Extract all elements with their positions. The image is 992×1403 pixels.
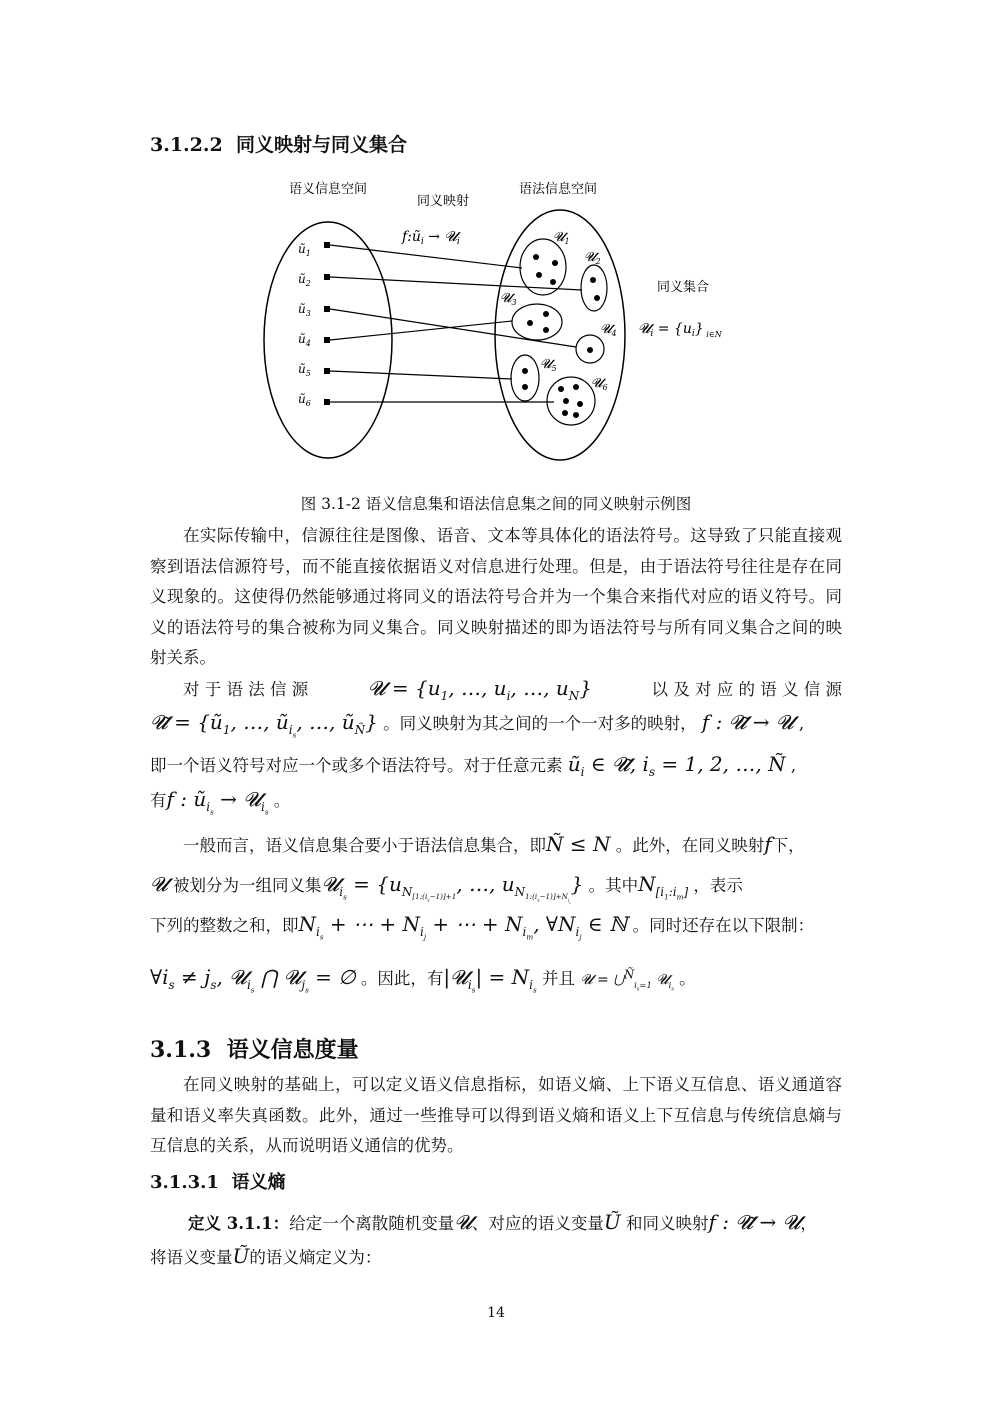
text-span: 的语义熵定义为：: [249, 1248, 382, 1267]
math-mapping: f : 𝓤̃ → 𝓤: [701, 710, 794, 734]
math-element: $ũ_i$ ∈ 𝓤̃, $i_s = 1$, 2, …, Ñ: [567, 752, 786, 779]
mapping-lines: [330, 245, 582, 402]
math-U-tilde: Ũ: [232, 1244, 250, 1268]
text-span: ，: [800, 1214, 817, 1233]
math-N-range: $N_{[i_1:i_m]}$: [638, 872, 689, 902]
math-U: 𝓤: [454, 1210, 472, 1234]
symbol-marker: [324, 337, 330, 343]
symbol-marker: [324, 368, 330, 374]
semantic-symbols: [298, 242, 330, 408]
math-syntactic-source: 𝓤 = {$u_1$, …, $u_i$, …, $u_N$}: [367, 676, 592, 703]
synonym-set-U5: [511, 355, 539, 401]
left-space-title: 语义信息空间: [288, 182, 368, 197]
synonym-set-U2: [581, 265, 607, 311]
paragraph-2-line-1: [150, 676, 842, 703]
mapping-formula: $f:ũ_i$ → 𝓤$_i$: [402, 229, 460, 247]
mapping-line-2: [330, 277, 582, 290]
math-disjoint: $\forall i_s \ne j_s$, 𝓤$_{i_s}$ ⋂ 𝓤$_{j_s}$ = ∅: [150, 965, 356, 995]
math-semantic-source: 𝓤̃ = {$ũ_1$, …, $ũ_{i_s}$, …, $ũ_Ñ$}: [150, 710, 378, 740]
paragraph-1: 在实际传输中，信源往往是图像、语音、文本等具体化的语法符号。这导致了只能直接观察到语法信源符号，而不能直接依据语义对信息进行处理。但是，由于语法符号往往是存在同义现象的。这使得仍然能够通过将同义的语法符号合并为一个集合来指代对应的语义符号。同义的语法符号的集合被称为同义集合。同义映射描述的即为语法符号与所有同义集合之间的映射关系。: [150, 526, 842, 667]
set-label-U6: 𝓤$_6$: [591, 376, 608, 392]
synonym-set-U3: [512, 304, 562, 340]
synonym-set-U6: [547, 377, 595, 425]
section-heading-3-1-3-1: [150, 1168, 285, 1194]
semantic-symbol-u3: $ũ_3$: [298, 302, 311, 318]
text-span: 被划分为一组同义集: [172, 876, 322, 895]
section-number: 3.1.3.1: [150, 1172, 219, 1193]
section-number: 3.1.3: [150, 1037, 212, 1063]
math-cardinality: |𝓤$_{i_s}$| = $N_{i_s}$: [443, 965, 537, 995]
section-heading-3-1-3: [150, 1033, 359, 1064]
set-label-U2: 𝓤$_2$: [584, 250, 601, 266]
semantic-symbol-u2: $ũ_2$: [298, 272, 311, 288]
definition-line-2: [150, 1244, 842, 1268]
text-span: 。同义映射为其之间的一个一对多的映射，: [383, 714, 697, 733]
section-number: 3.1.2.2: [150, 134, 223, 156]
paragraph-2-line-4: [150, 787, 842, 816]
semantic-symbol-u5: $ũ_5$: [298, 362, 311, 378]
synonym-set-label: 同义集合: [657, 280, 710, 295]
math-U-tilde: Ũ: [603, 1210, 621, 1234]
symbol-marker: [324, 399, 330, 405]
math-U: 𝓤: [150, 872, 168, 896]
paragraph-3-line-3: [150, 912, 842, 941]
math-sum: $N_{i_s}$ + ⋯ + $N_{i_j}$ + ⋯ + $N_{i_m}$, $\forall N_{i_j}$ ∈ ℕ: [298, 912, 628, 942]
text-span: 一般而言，语义信息集合要小于语法信息集合，即: [183, 836, 546, 855]
text-span: 给定一个离散随机变量: [289, 1214, 455, 1233]
text-span: 。此外，在同义映射: [615, 836, 765, 855]
page-number: 14: [487, 1305, 505, 1321]
math-map-element: f : $ũ_{i_s}$ → 𝓤$_{i_s}$: [166, 787, 269, 817]
mapping-line-1: [330, 245, 522, 268]
paragraph-3-line-1: [150, 832, 842, 856]
definition-label: 定义 3.1.1：: [188, 1214, 290, 1233]
right-space-title: 语法信息空间: [518, 182, 598, 197]
synonym-mapping-figure: [260, 175, 760, 465]
math-union: 𝓤 = ⋃$^Ñ_{i_s=1}$ 𝓤$_{i_s}$: [580, 967, 674, 993]
paragraph-3-line-2: [150, 872, 842, 905]
paragraph-2-line-2: 𝓤̃ = {$ũ_1$, …, $ũ_{i_s}$, …, $ũ_Ñ$} 。同义映射为其之间的一个一对多的映射， f : 𝓤̃ → 𝓤 ,: [150, 710, 805, 740]
text-span: 有: [150, 791, 167, 810]
section-title: 同义映射与同义集合: [235, 134, 407, 156]
text-span: 。: [273, 791, 291, 810]
section-title: 语义信息度量: [226, 1037, 359, 1063]
text-span: 。: [679, 969, 696, 988]
text-span: 。同时还存在以下限制：: [632, 916, 815, 935]
symbol-marker: [324, 274, 330, 280]
synonym-set-U1: [520, 239, 566, 295]
semantic-symbol-u1: $ũ_1$: [298, 242, 311, 258]
set-label-U4: 𝓤$_4$: [600, 322, 617, 338]
text-span: 和同义映射: [626, 1214, 709, 1233]
mapping-line-3: [330, 309, 576, 347]
mapping-line-4: [330, 321, 512, 340]
math-size-relation: Ñ ≤ N: [546, 832, 611, 856]
set-label-U5: 𝓤$_5$: [540, 357, 557, 373]
symbol-marker: [324, 242, 330, 248]
mapping-line-5: [330, 371, 512, 379]
mapping-title: 同义映射: [416, 194, 470, 209]
set-label-U3: 𝓤$_3$: [500, 291, 517, 307]
text-span: 将语义变量: [150, 1248, 233, 1267]
paragraph-3-line-4: [150, 965, 842, 994]
text-span: 并且: [541, 969, 575, 988]
text-span: 。因此，有: [360, 969, 444, 988]
synonym-sets: [500, 230, 617, 425]
paragraph-2-line-3: 即一个语义符号对应一个或多个语法符号。对于任意元素 $ũ_i$ ∈ 𝓤̃, $i_s = 1$, 2, …, Ñ ,: [150, 752, 797, 779]
text-span: 以 及 对 应 的 语 义 信 源: [651, 680, 842, 699]
math-f: f: [764, 832, 772, 856]
figure-caption: 图 3.1-2 语义信息集和语法信息集之间的同义映射示例图: [300, 495, 692, 513]
text-span: 下列的整数之和，即: [150, 916, 299, 935]
text-span: 下，: [771, 836, 805, 855]
text-span: 。其中: [588, 876, 639, 895]
paragraph-4: 在同义映射的基础上，可以定义语义信息指标，如语义熵、上下语义互信息、语义通道容量和语义率失真函数。此外，通过一些推导可以得到语义熵和语义上下互信息与传统信息熵与互信息的关系，从而说明语义通信的优势。: [150, 1075, 842, 1155]
text-span: 对 于 语 法 信 源: [183, 680, 309, 699]
math-synonym-set: 𝓤$_{i_s}$ = {$u_{N_{[1:(i_s-1)]+1}}$, …, $u_{N_{1:(i_s-1)]+N_{i_s}}}$}: [321, 872, 584, 905]
semantic-symbol-u6: $ũ_6$: [298, 392, 311, 408]
section-title: 语义熵: [231, 1172, 286, 1193]
symbol-marker: [324, 306, 330, 312]
section-heading-3-1-2-2: [150, 130, 407, 157]
text-span: 、对应的语义变量: [471, 1214, 604, 1233]
set-label-U1: 𝓤$_1$: [553, 230, 570, 246]
definition-line-1: [150, 1210, 842, 1234]
math-mapping: f : 𝓤̃ → 𝓤: [708, 1210, 801, 1234]
text-span: ，表示: [693, 876, 743, 895]
text-span: 即一个语义符号对应一个或多个语法符号。对于任意元素: [150, 756, 563, 775]
synonym-set-formula: 𝓤$_i$ = $\{u_i\}$ $_{i\in N}$: [638, 321, 722, 339]
semantic-symbol-u4: $ũ_4$: [298, 332, 311, 348]
